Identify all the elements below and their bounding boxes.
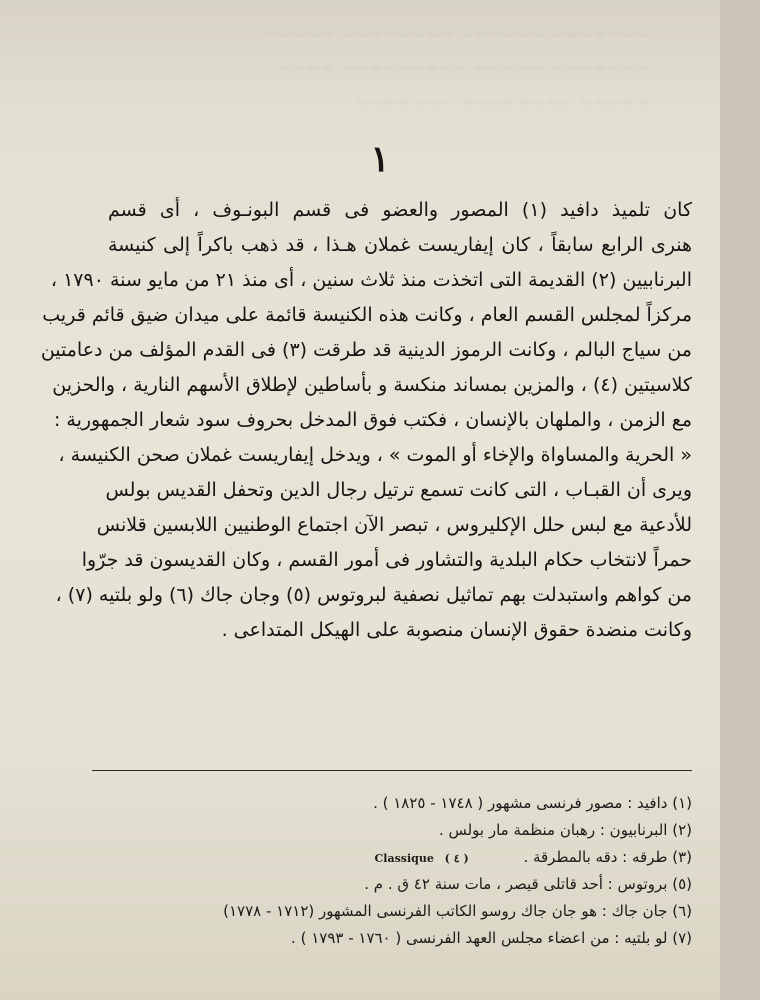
footnote-marker: (٣) — [672, 848, 692, 866]
footnote — [80, 790, 692, 817]
text-line: من سياج البالم ، وكانت الرموز الدينية قد طرقت (٣) فى القدم المؤلف من دعامتين — [40, 339, 692, 361]
text-line: كلاسيتين (٤) ، والمزين بمساند منكسة و بأساطين لإطلاق الأسهم النارية ، والحزين — [52, 374, 692, 396]
footnote-marker: (٥) — [672, 875, 692, 893]
footnote-marker: (٢) — [672, 821, 692, 839]
text-line: ويرى أن القبـاب ، التى كانت تسمع ترتيل رجال الدين وتحفل القديس بولس — [105, 479, 692, 501]
text-line: للأدعية مع لبس حلل الإكليروس ، تبصر الآن اجتماع الوطنيين اللابسين قلانس — [96, 514, 692, 536]
footnote-marker: (١) — [672, 794, 692, 812]
footnotes — [80, 790, 692, 952]
footnote-divider — [92, 770, 692, 771]
footnote-marker: (٧) — [672, 929, 692, 947]
text-line: مركزاً لمجلس القسم العام ، وكانت هذه الكنيسة قائمة على ميدان ضيق قائم قريب — [42, 304, 692, 326]
footnote — [80, 817, 692, 844]
footnote-text: لو بلتيه : من اعضاء مجلس العهد الفرنسى ( ١٧٦٠ - ١٧٩٣ ) . — [291, 929, 668, 947]
show-through-from-reverse-side: ~~~~~~~ ~~~~~~ ~~~~~~~~ ~~~~~ ~~~~~~~ ~~~~~ ~~~~~~~~~ ~~~~ ~~~~~ ~~~~~~~~ ~~~~~~~ — [263, 25, 650, 113]
footnote — [80, 871, 692, 898]
footnote-text: بروتوس : أحد قاتلى قيصر ، مات سنة ٤٢ ق . م . — [364, 875, 668, 893]
footnote — [80, 844, 692, 871]
footnote-marker: (٦) — [672, 902, 692, 920]
footnote-text: طرقه : دقه بالمطرقة . — [523, 848, 668, 866]
footnote — [80, 898, 692, 925]
text-line: مع الزمن ، والملهان بالإنسان ، فكتب فوق المدخل بحروف سود شعار الجمهورية : — [53, 409, 692, 431]
footnote-text: البرنابيون : رهبان منظمة مار بولس . — [438, 821, 668, 839]
footnote-marker: ( ٤ ) — [444, 852, 469, 865]
text-line: البرنابيين (٢) القديمة التى اتخذت منذ ثلاث سنين ، أى منذ ٢١ من مايو سنة ١٧٩٠ ، — [50, 269, 692, 291]
text-line: من كواهم واستبدلت بهم تماثيل نصفية لبروتوس (٥) وجان جاك (٦) ولو بلتيه (٧) ، — [55, 584, 692, 606]
main-paragraph — [40, 193, 692, 648]
chapter-number: ١ — [370, 138, 390, 180]
footnote-text: جان جاك : هو جان جاك روسو الكاتب الفرنسى المشهور (١٧١٢ - ١٧٧٨) — [223, 902, 668, 920]
footnote-text: دافيد : مصور فرنسى مشهور ( ١٧٤٨ - ١٨٢٥ ) . — [373, 794, 668, 812]
text-line: هنرى الرابع سابقاً ، كان إيفاريست غملان هـذا ، قد ذهب باكراً إلى كنيسة — [108, 234, 692, 256]
text-line: حمراً لانتخاب حكام البلدية والتشاور فى أمور القسم ، وكان القديسون قد جرّوا — [81, 549, 692, 571]
footnote — [80, 925, 692, 952]
footnote-foreign-term: Classique — [374, 852, 434, 865]
text-line: كان تلميذ دافيد (١) المصور والعضو فى قسم البونـوف ، أى قسم — [108, 199, 692, 221]
text-line: وكانت منضدة حقوق الإنسان منصوبة على الهيكل المتداعى . — [221, 619, 692, 641]
text-line: « الحرية والمساواة والإخاء أو الموت » ، ويدخل إيفاريست غملان صحن الكنيسة ، — [58, 444, 692, 466]
